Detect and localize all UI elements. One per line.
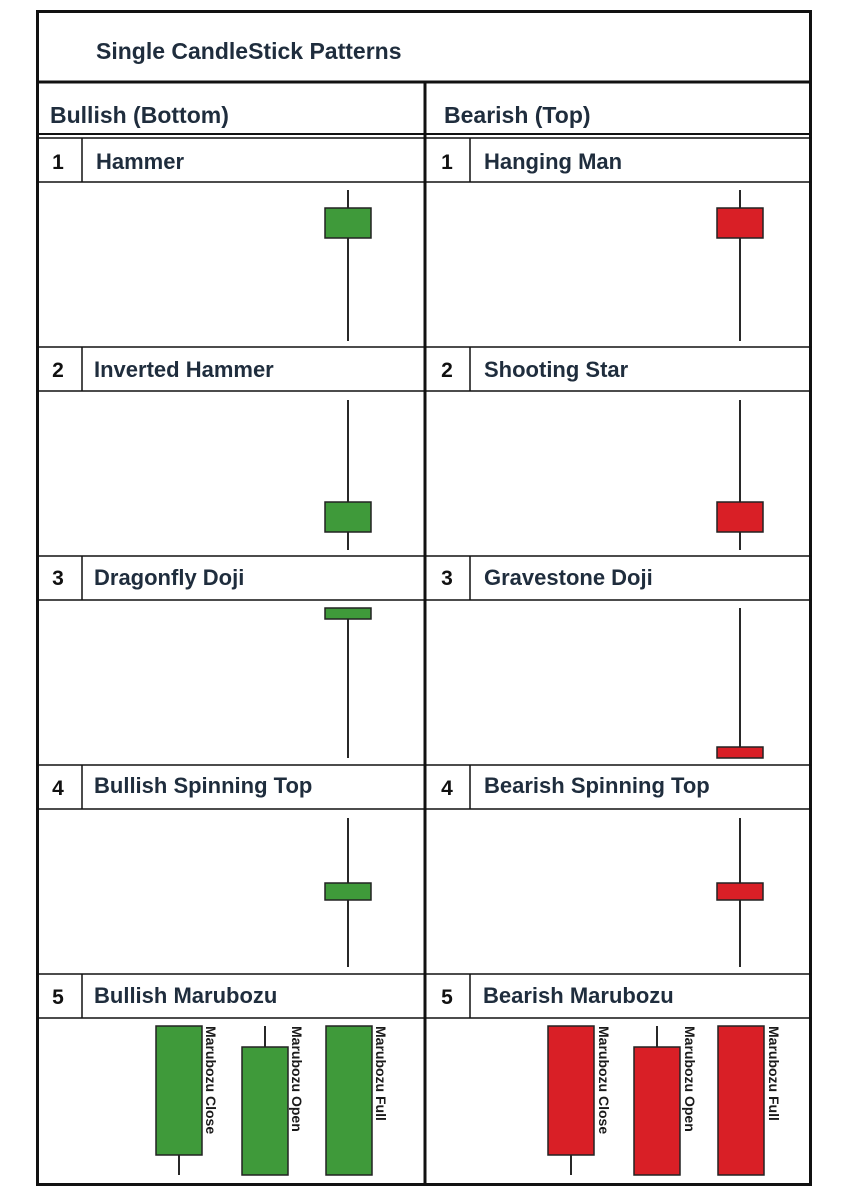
- pattern-name-bearish-marubozu: Bearish Marubozu: [483, 983, 674, 1008]
- bearish-marubozu-full-candle-body: [718, 1026, 764, 1175]
- pattern-number: 5: [441, 986, 453, 1009]
- bullish-column-heading: Bullish (Bottom): [50, 102, 229, 128]
- chart-title: Single CandleStick Patterns: [96, 38, 402, 64]
- marubozu-full-label: Marubozu Full: [373, 1026, 389, 1121]
- pattern-number: 4: [441, 777, 453, 800]
- marubozu-close-label: Marubozu Close: [203, 1026, 219, 1135]
- pattern-number: 2: [441, 359, 453, 382]
- pattern-name-hammer: Hammer: [96, 149, 185, 174]
- pattern-number: 3: [52, 567, 64, 590]
- bearish-column-heading: Bearish (Top): [444, 102, 591, 128]
- shooting-star-candle-body: [717, 502, 763, 532]
- gravestone-doji-candle-body: [717, 747, 763, 758]
- pattern-number: 5: [52, 986, 64, 1009]
- marubozu-open-label: Marubozu Open: [682, 1026, 698, 1132]
- marubozu-open-label: Marubozu Open: [289, 1026, 305, 1132]
- pattern-name-gravestone-doji: Gravestone Doji: [484, 565, 653, 590]
- hammer-candle-body: [325, 208, 371, 238]
- pattern-name-shooting-star: Shooting Star: [484, 357, 629, 382]
- pattern-number: 3: [441, 567, 453, 590]
- pattern-number: 2: [52, 359, 64, 382]
- pattern-number: 1: [441, 151, 453, 174]
- pattern-name-bullish-marubozu: Bullish Marubozu: [94, 983, 278, 1008]
- bearish-marubozu-close-candle-body: [548, 1026, 594, 1155]
- bullish-marubozu-full-candle-body: [326, 1026, 372, 1175]
- pattern-name-hanging-man: Hanging Man: [484, 149, 623, 174]
- grid-lines: [36, 10, 812, 1186]
- bullish-marubozu-open-candle-body: [242, 1047, 288, 1175]
- dragonfly-doji-candle-body: [325, 608, 371, 619]
- pattern-name-inverted-hammer: Inverted Hammer: [94, 357, 274, 382]
- pattern-name-dragonfly-doji: Dragonfly Doji: [94, 565, 245, 590]
- candlestick-patterns-chart: [36, 10, 812, 1186]
- bearish-marubozu-open-candle-body: [634, 1047, 680, 1175]
- pattern-number: 4: [52, 777, 64, 800]
- bullish-spinning-top-candle-body: [325, 883, 371, 900]
- inverted-hammer-candle-body: [325, 502, 371, 532]
- pattern-number: 1: [52, 151, 64, 174]
- hanging-man-candle-body: [717, 208, 763, 238]
- marubozu-full-label: Marubozu Full: [766, 1026, 782, 1121]
- bullish-marubozu-close-candle-body: [156, 1026, 202, 1155]
- bearish-spinning-top-candle-body: [717, 883, 763, 900]
- marubozu-close-label: Marubozu Close: [596, 1026, 612, 1135]
- pattern-name-bullish-spinning-top: Bullish Spinning Top: [94, 773, 313, 798]
- pattern-name-bearish-spinning-top: Bearish Spinning Top: [484, 773, 710, 798]
